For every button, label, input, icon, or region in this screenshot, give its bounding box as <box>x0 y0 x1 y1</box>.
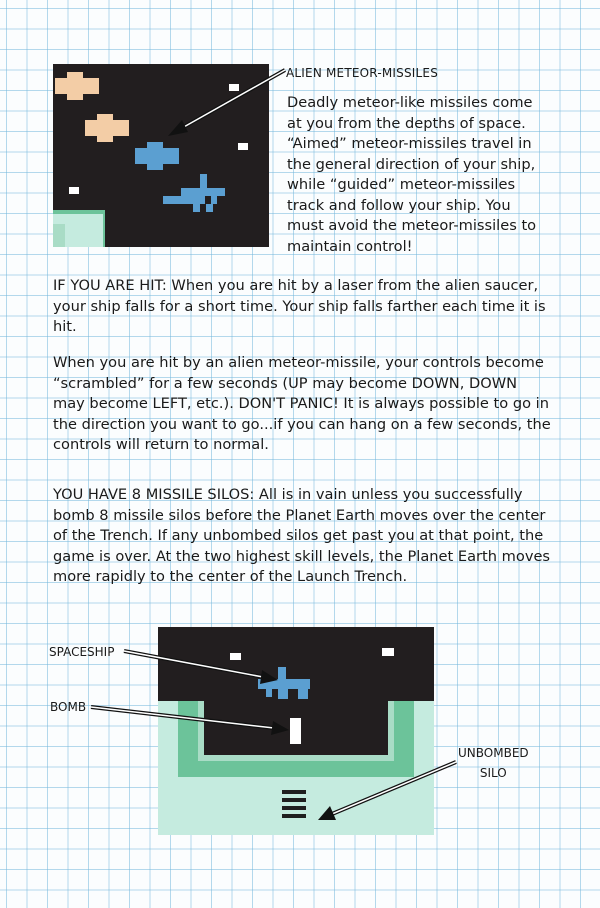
paragraph-scrambled: When you are hit by an alien meteor-missile, your controls become “scrambled” for a few seconds (UP may become DOWN, DOWN may become LEFT, etc.). DON'T PANIC! It is always possible to go in the direction you want to go...if you can hang on a few seconds, the controls will return to normal. <box>53 354 551 453</box>
intro-paragraph: Deadly meteor-like missiles come at you from the depths of space. “Aimed” meteor-missiles travel in the general direction of your ship, while “guided” meteor-missiles track and follow your ship. You must avoid the meteor-missiles to maintain control! <box>287 94 537 255</box>
paragraph-if-hit: IF YOU ARE HIT: When you are hit by a laser from the alien saucer, your ship falls for a short time. Your ship falls farther each time it is hit. <box>53 277 546 335</box>
silo-label-line2: SILO <box>479 766 507 780</box>
spaceship-label: SPACESHIP <box>49 645 115 659</box>
bomb-label: BOMB <box>50 700 87 714</box>
silo-label-line1: UNBOMBED <box>458 746 529 760</box>
section-title: ALIEN METEOR-MISSILES <box>286 66 439 80</box>
unbombed-silo-label <box>458 746 529 780</box>
paragraph-missile-silos: YOU HAVE 8 MISSILE SILOS: All is in vain unless you successfully bomb 8 missile silos before the Planet Earth moves over the center of the Trench. If any unbombed silos get past you at that point, the game is over. At the two highest skill levels, the Planet Earth moves more rapidly to the center of the Launch Trench. <box>53 486 551 585</box>
